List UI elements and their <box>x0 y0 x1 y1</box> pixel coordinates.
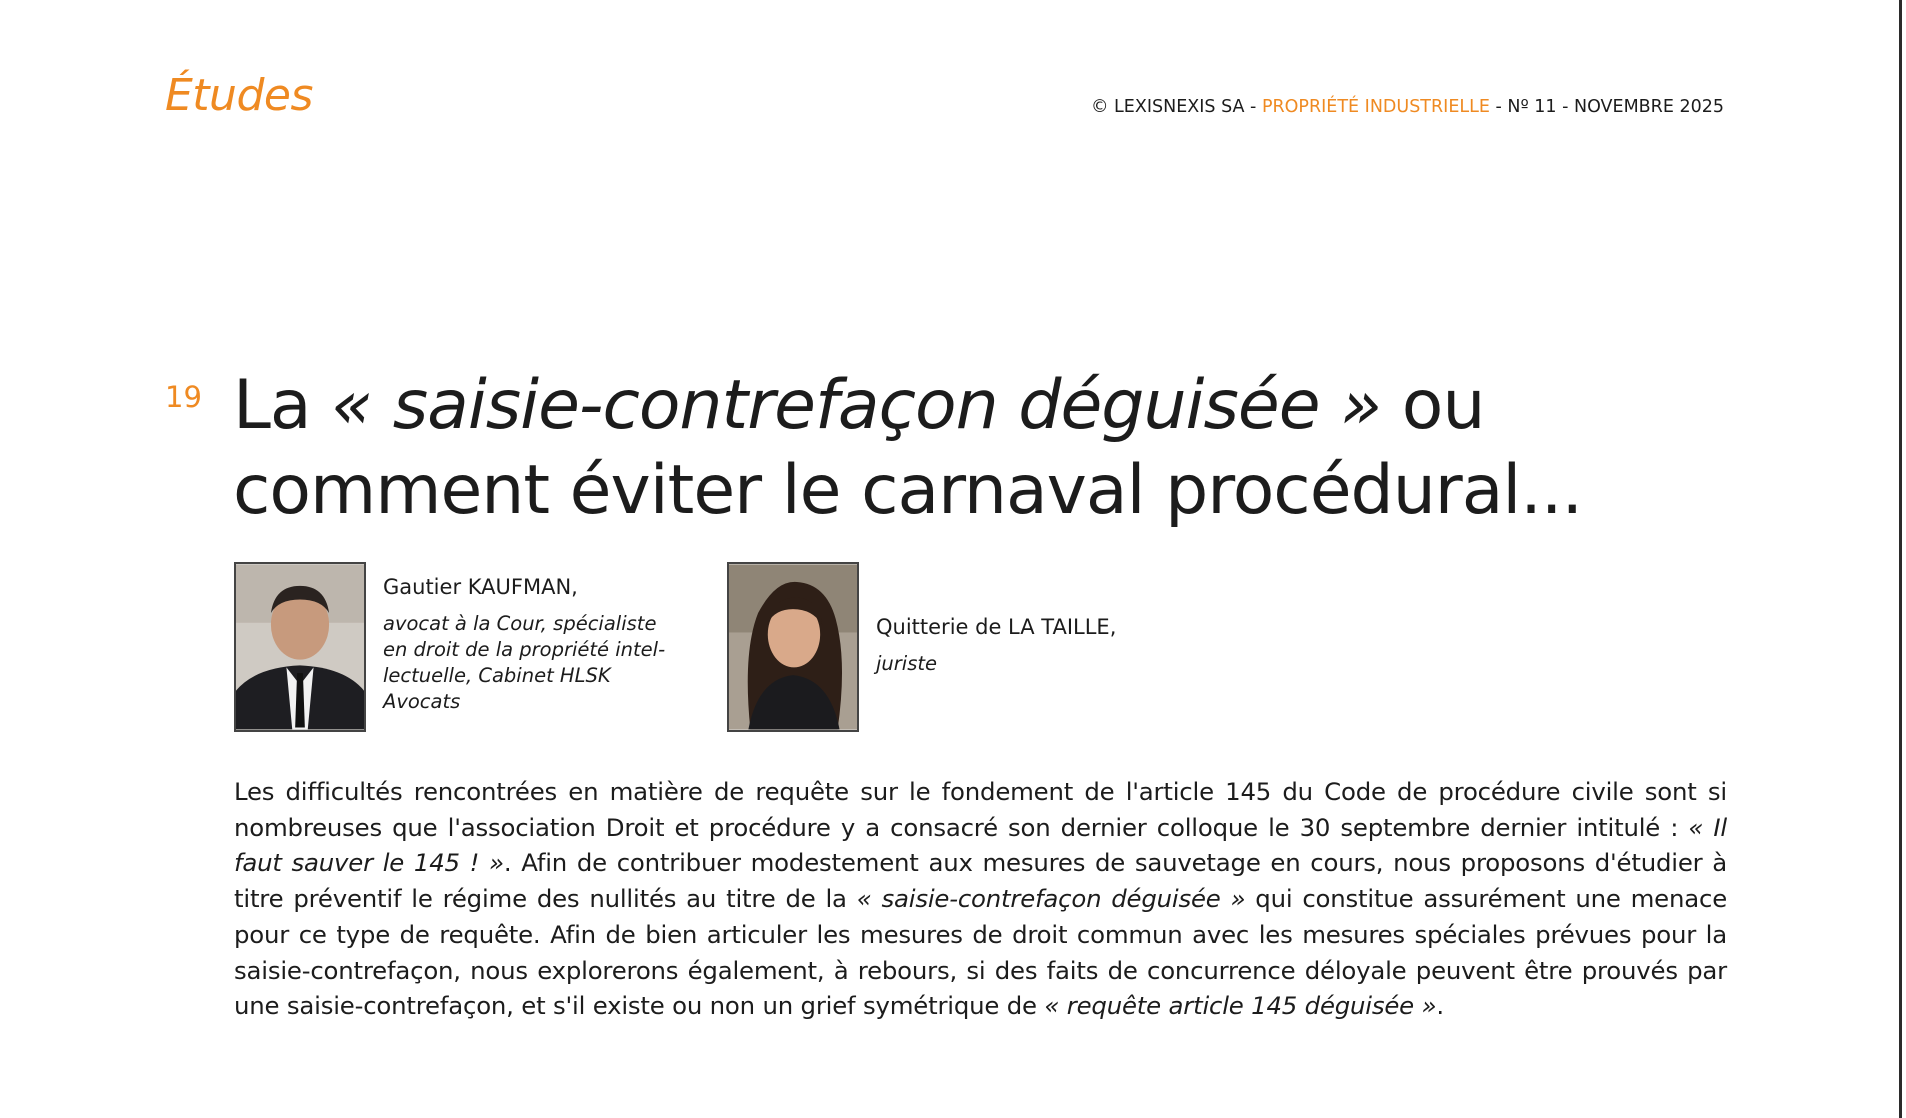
copyright-text: © LEXISNEXIS SA - <box>1090 97 1262 117</box>
issue-text: - Nº 11 - NOVEMBRE 2025 <box>1489 97 1724 117</box>
abstract-text: . Afin de contribuer modestement aux mesures de sauvetage en cours, nous proposons d'étudier à titre préventif le régime des nullités au titre de la <box>234 848 1727 914</box>
abstract-text: qui constitue assurément une menace pour ce type de requête. Afin de bien articuler les mesures de droit commun avec les mesures spéciales prévues pour la saisie-contrefaçon, nous explorerons également, à rebours, si des faits de concurrence déloyale peuvent être prouvés par une saisie-contrefaçon, et s'il existe ou non un grief symétrique de <box>234 884 1728 1021</box>
author-role: avocat à la Cour, spécialiste en droit de la propriété intel-lectuelle, Cabinet HLSK Avocats <box>383 612 666 713</box>
article-number: 19 <box>165 380 202 414</box>
author-photo <box>727 562 859 732</box>
author-photo <box>234 562 366 732</box>
article-abstract <box>234 774 1727 1024</box>
publication-info <box>1050 97 1724 117</box>
author-name: Gautier KAUFMAN, <box>383 575 578 599</box>
author-role: juriste <box>876 652 938 675</box>
article-title <box>233 363 1733 533</box>
section-label: Études <box>165 70 313 121</box>
abstract-text: . <box>1436 991 1444 1021</box>
abstract-quote: « Il faut sauver le 145 ! » <box>234 812 1727 878</box>
title-italic: « saisie-contrefaçon déguisée » <box>331 366 1382 445</box>
title-prefix: La <box>233 366 332 445</box>
journal-name: PROPRIÉTÉ INDUSTRIELLE <box>1261 97 1490 117</box>
title-suffix: ou comment éviter le carnaval procédural... <box>233 366 1583 530</box>
abstract-quote: « saisie-contrefaçon déguisée » <box>856 884 1246 914</box>
author-portrait-icon <box>236 564 364 730</box>
page-edge-rule <box>1899 0 1902 1118</box>
author-name: Quitterie de LA TAILLE, <box>876 615 1117 639</box>
abstract-text: Les difficultés rencontrées en matière de requête sur le fondement de l'article 145 du Code de procédure civile sont si nombreuses que l'association Droit et procédure y a consacré son dernier colloque le 30 septembre dernier intitulé : <box>234 777 1727 842</box>
author-portrait-icon <box>729 564 857 730</box>
abstract-quote: « requête article 145 déguisée » <box>1044 991 1437 1021</box>
